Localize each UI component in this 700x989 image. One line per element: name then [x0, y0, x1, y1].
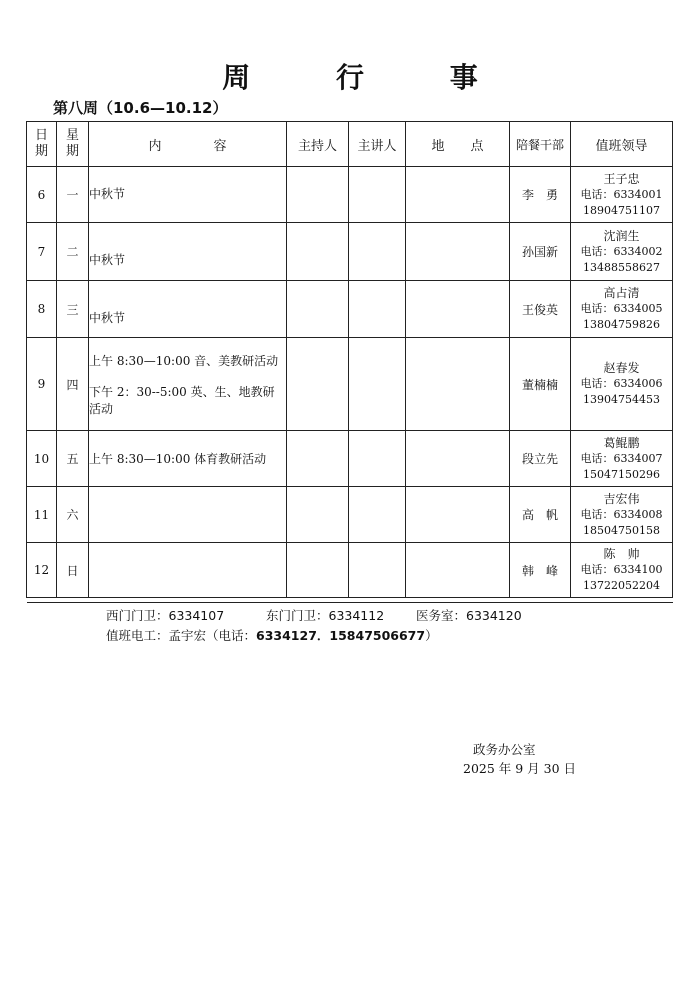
host-cell	[287, 223, 349, 281]
place-cell	[406, 338, 510, 431]
header-weekday-1: 星	[65, 128, 79, 143]
leader-mobile: 13722052204	[583, 579, 660, 592]
leader-mobile: 13804759826	[583, 318, 660, 331]
content-line: 下午 2：30--5:00 英、生、地教研活动	[89, 384, 275, 416]
schedule-table	[26, 121, 673, 603]
speaker-cell	[349, 543, 406, 598]
leader-name: 王子忠	[603, 171, 640, 186]
day-cell: 10	[27, 431, 57, 487]
leader-name: 沈润生	[603, 228, 640, 243]
dining-cell: 王俊英	[510, 281, 571, 338]
leader-phone: 电话：6334005	[580, 302, 663, 315]
header-row	[27, 122, 673, 167]
content-line: 上午 8:30—10:00 体育教研活动	[89, 452, 267, 466]
weekday-cell: 四	[57, 338, 89, 431]
leader-name: 吉宏伟	[603, 491, 640, 506]
electrician-label: 值班电工：孟宇宏（电话：	[106, 628, 257, 643]
host-cell	[287, 338, 349, 431]
week-label: 第八周（10.6—10.12）	[53, 99, 228, 117]
place-cell	[406, 543, 510, 598]
place-cell	[406, 281, 510, 338]
header-weekday-2: 期	[65, 144, 79, 159]
table-row	[27, 431, 673, 487]
table-row	[27, 487, 673, 543]
content-line: 上午 8:30—10:00 音、美教研活动	[89, 353, 279, 368]
content-line: 中秋节	[89, 311, 126, 325]
dining-cell: 孙国新	[510, 223, 571, 281]
day-cell: 7	[27, 223, 57, 281]
leader-cell	[571, 281, 673, 338]
leader-cell	[571, 543, 673, 598]
leader-cell	[571, 338, 673, 431]
leader-name: 葛鲲鹏	[603, 435, 640, 450]
day-cell: 11	[27, 487, 57, 543]
weekday-cell: 六	[57, 487, 89, 543]
speaker-cell	[349, 281, 406, 338]
header-weekday	[57, 122, 89, 167]
host-cell	[287, 487, 349, 543]
content-cell	[89, 338, 287, 431]
speaker-cell	[349, 487, 406, 543]
day-cell: 9	[27, 338, 57, 431]
weekday-cell: 一	[57, 167, 89, 223]
leader-name: 陈 帅	[603, 547, 640, 561]
leader-cell	[571, 487, 673, 543]
leader-phone: 电话：6334100	[580, 563, 663, 576]
leader-phone: 电话：6334008	[580, 507, 663, 521]
dining-cell: 董楠楠	[510, 338, 571, 431]
leader-name: 高占清	[603, 286, 640, 300]
content-cell	[89, 281, 287, 338]
content-cell	[89, 167, 287, 223]
day-cell: 8	[27, 281, 57, 338]
table-bottom-border	[27, 598, 673, 603]
day-cell: 6	[27, 167, 57, 223]
speaker-cell	[349, 338, 406, 431]
electrician-close: ）	[425, 628, 438, 643]
east-gate-phone: 东门门卫：6334112	[266, 608, 385, 623]
host-cell	[287, 281, 349, 338]
place-cell	[406, 431, 510, 487]
page-title: 周 行 事	[222, 61, 516, 94]
content-cell	[89, 487, 287, 543]
header-speaker: 主讲人	[349, 122, 406, 167]
table-row	[27, 543, 673, 598]
speaker-cell	[349, 223, 406, 281]
weekday-cell: 日	[57, 543, 89, 598]
table-row	[27, 281, 673, 338]
header-place: 地 点	[406, 122, 510, 167]
table-row	[27, 338, 673, 431]
host-cell	[287, 543, 349, 598]
leader-mobile: 18904751107	[583, 203, 660, 217]
leader-mobile: 13904754453	[583, 393, 660, 406]
table-row	[27, 223, 673, 281]
speaker-cell	[349, 167, 406, 223]
place-cell	[406, 487, 510, 543]
host-cell	[287, 431, 349, 487]
place-cell	[406, 167, 510, 223]
dining-cell: 韩 峰	[510, 543, 571, 598]
day-cell: 12	[27, 543, 57, 598]
weekday-cell: 三	[57, 281, 89, 338]
weekday-cell: 二	[57, 223, 89, 281]
header-content: 内 容	[89, 122, 287, 167]
dining-cell: 高 帆	[510, 487, 571, 543]
electrician-numbers: 6334127．15847506677	[256, 628, 426, 643]
header-dining: 陪餐干部	[510, 122, 571, 167]
content-line: 中秋节	[89, 187, 126, 201]
header-day-1: 日	[34, 128, 48, 143]
header-day	[27, 122, 57, 167]
header-host: 主持人	[287, 122, 349, 167]
leader-cell	[571, 431, 673, 487]
issue-date: 2025 年 9 月 30 日	[463, 761, 577, 776]
table-row	[27, 167, 673, 223]
content-cell	[89, 431, 287, 487]
electrician-line	[106, 626, 438, 644]
content-cell	[89, 223, 287, 281]
content-line: 中秋节	[89, 253, 126, 267]
clinic-phone: 医务室：6334120	[416, 608, 522, 623]
header-day-2: 期	[34, 144, 48, 159]
leader-name: 赵春发	[603, 361, 640, 375]
host-cell	[287, 167, 349, 223]
weekday-cell: 五	[57, 431, 89, 487]
leader-cell	[571, 167, 673, 223]
issuing-office: 政务办公室	[473, 742, 536, 757]
speaker-cell	[349, 431, 406, 487]
content-cell	[89, 543, 287, 598]
dining-cell: 段立先	[510, 431, 571, 487]
leader-phone: 电话：6334001	[580, 187, 663, 201]
leader-mobile: 18504750158	[583, 523, 660, 537]
leader-phone: 电话：6334006	[580, 377, 663, 390]
dining-cell: 李 勇	[510, 167, 571, 223]
leader-phone: 电话：6334007	[580, 451, 663, 465]
contact-phones	[106, 606, 522, 624]
leader-mobile: 15047150296	[583, 467, 660, 481]
table-bottom-strip	[27, 598, 673, 603]
leader-phone: 电话：6334002	[580, 244, 663, 258]
header-leader: 值班领导	[571, 122, 673, 167]
place-cell	[406, 223, 510, 281]
west-gate-phone: 西门门卫：6334107	[106, 608, 225, 623]
leader-mobile: 13488558627	[583, 260, 660, 274]
leader-cell	[571, 223, 673, 281]
